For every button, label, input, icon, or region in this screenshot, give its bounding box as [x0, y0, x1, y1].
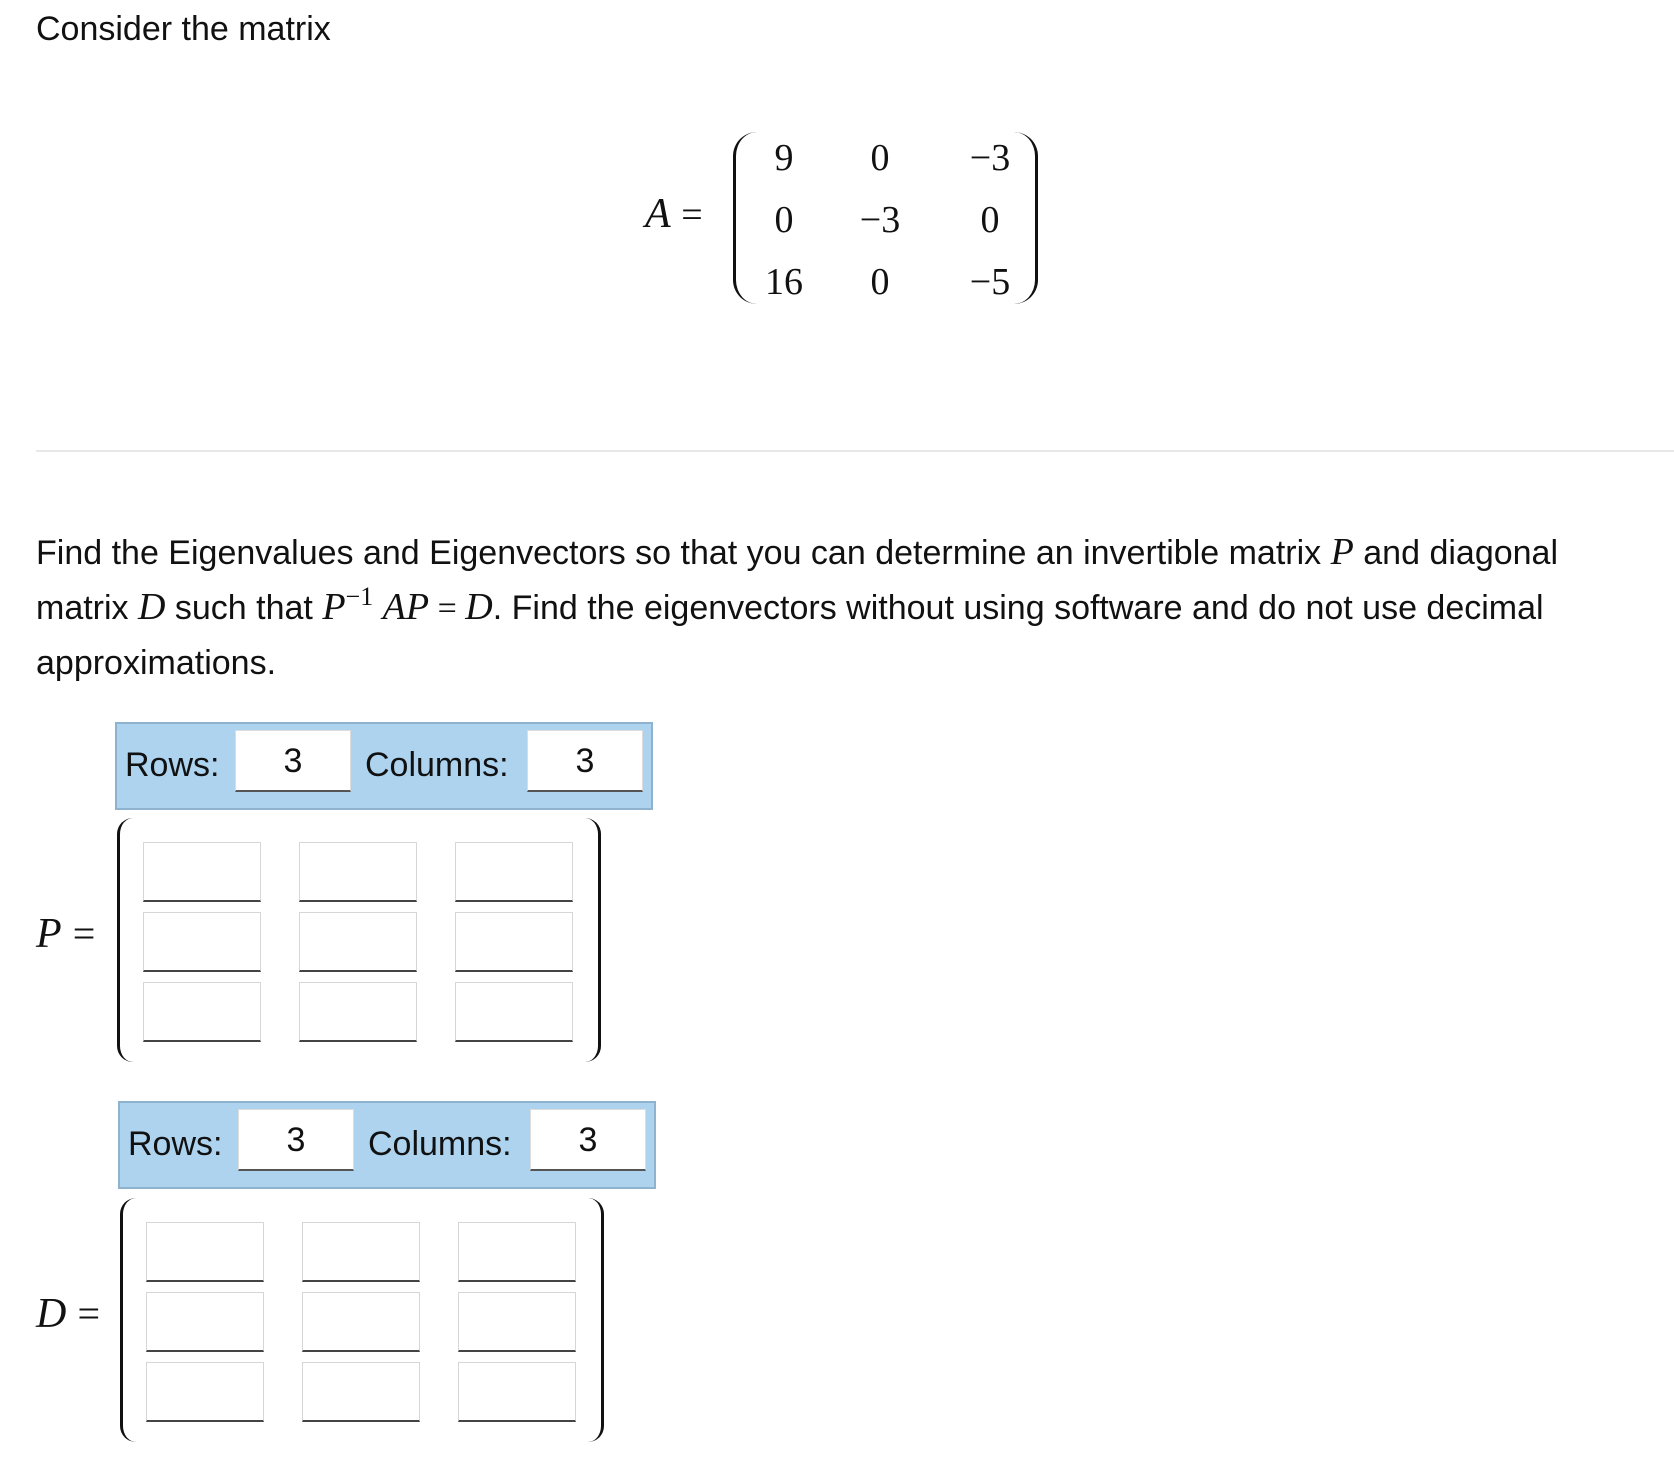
divider [36, 450, 1674, 452]
matrix-a-equals: = [681, 194, 703, 236]
columns-label: Columns: [368, 1125, 512, 1163]
question-part: such that [165, 589, 323, 627]
matrix-p-entry-input[interactable] [455, 982, 573, 1042]
rows-label: Rows: [128, 1125, 223, 1163]
question-part: Find the Eigenvalues and Eigenvectors so that you can determine an invertible matrix [36, 534, 1331, 572]
matrix-p-entry-input[interactable] [455, 912, 573, 972]
matrix-d-name: D [36, 1291, 67, 1337]
matrix-p-entry-input[interactable] [143, 842, 261, 902]
var-p: P [1330, 531, 1354, 573]
eq-d: D [465, 586, 493, 628]
matrix-d-entry-input[interactable] [146, 1292, 264, 1352]
matrix-p-entry-input[interactable] [143, 982, 261, 1042]
matrix-p-left-bracket [117, 818, 136, 1062]
matrix-d-entry-input[interactable] [302, 1222, 420, 1282]
matrix-d-entry-input[interactable] [146, 1222, 264, 1282]
rows-input[interactable]: 3 [235, 730, 351, 792]
matrix-a-cell: 0 [870, 137, 890, 179]
matrix-a-cell: 16 [765, 261, 803, 303]
question-part: . Find the eigenvectors without using software and do not use decimal approximations. [36, 589, 1544, 682]
matrix-d-equals: = [77, 1291, 101, 1336]
matrix-a-cell: 0 [774, 199, 794, 241]
intro-text: Consider the matrix [36, 10, 331, 48]
question-part: and diagonal matrix [36, 534, 1559, 627]
matrix-p-right-bracket [582, 818, 601, 1062]
matrix-d-entry-input[interactable] [302, 1362, 420, 1422]
rows-label: Rows: [125, 746, 220, 784]
matrix-a-cell: −3 [859, 199, 901, 241]
question-text [36, 525, 1646, 690]
matrix-a-cell: 0 [980, 199, 1000, 241]
matrix-p-entry-input[interactable] [455, 842, 573, 902]
matrix-a-cell: 9 [774, 137, 794, 179]
matrix-p-size-bar [115, 722, 653, 810]
matrix-p-name: P [36, 911, 62, 957]
columns-input[interactable]: 3 [527, 730, 643, 792]
matrix-d-entry-input[interactable] [302, 1292, 420, 1352]
matrix-d-right-bracket [585, 1198, 604, 1442]
eq-equals: = [429, 590, 466, 627]
eq-p: P [322, 586, 346, 628]
matrix-d-entry-input[interactable] [458, 1362, 576, 1422]
matrix-a-cell: −3 [969, 137, 1011, 179]
matrix-a-cell: 0 [870, 261, 890, 303]
columns-input[interactable]: 3 [530, 1109, 646, 1171]
matrix-p-label [36, 910, 95, 958]
matrix-d-label [36, 1290, 100, 1338]
matrix-p-entry-input[interactable] [143, 912, 261, 972]
matrix-p-entry-input[interactable] [299, 842, 417, 902]
var-d: D [138, 586, 166, 628]
eq-inverse-superscript: −1 [345, 582, 374, 611]
matrix-d-size-bar [118, 1101, 656, 1189]
matrix-a-label [645, 190, 703, 238]
matrix-d-entry-input[interactable] [146, 1362, 264, 1422]
matrix-d-entry-input[interactable] [458, 1292, 576, 1352]
matrix-d-left-bracket [120, 1198, 139, 1442]
matrix-p-equals: = [72, 911, 96, 956]
matrix-a-right-paren [1013, 132, 1038, 304]
eq-ap: AP [382, 586, 430, 628]
matrix-p-entry-input[interactable] [299, 982, 417, 1042]
matrix-a-name: A [645, 191, 671, 237]
rows-input[interactable]: 3 [238, 1109, 354, 1171]
matrix-d-entry-input[interactable] [458, 1222, 576, 1282]
matrix-p-entry-input[interactable] [299, 912, 417, 972]
columns-label: Columns: [365, 746, 509, 784]
matrix-a-cell: −5 [969, 261, 1011, 303]
